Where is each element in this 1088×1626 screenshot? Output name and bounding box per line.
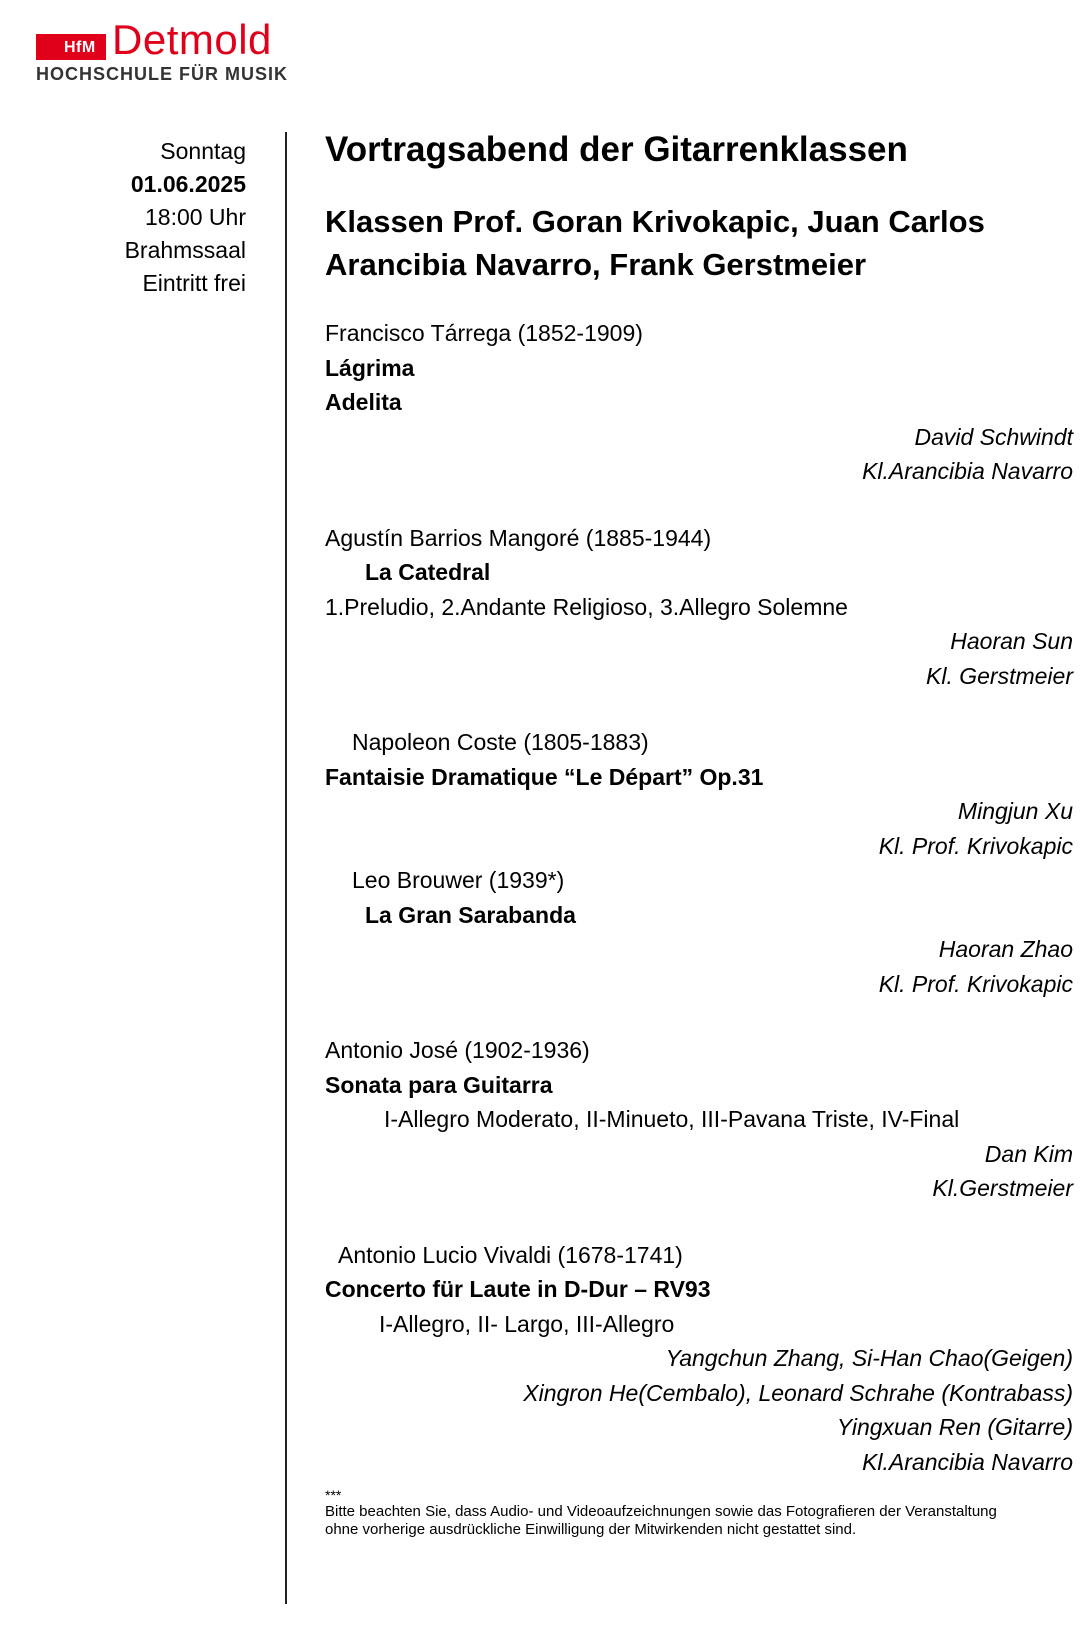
event-info: [125, 135, 246, 300]
work-title: La Catedral: [365, 559, 491, 585]
logo-name: Detmold: [112, 16, 272, 63]
work-title: Lágrima: [325, 354, 415, 381]
movements: 1.Preludio, 2.Andante Religioso, 3.Allegro Solemne: [325, 593, 848, 620]
program-item-3: [325, 725, 1073, 863]
footer-note-line-2: ohne vorherige ausdrückliche Einwilligung der Mitwirkenden nicht gestattet sind.: [325, 1521, 857, 1538]
performer: Dan Kim: [984, 1140, 1073, 1167]
work-title: Adelita: [325, 389, 402, 415]
movements: I-Allegro Moderato, II-Minueto, III-Pavana Triste, IV-Final: [384, 1106, 960, 1132]
performer: Haoran Sun: [950, 628, 1073, 654]
program-item-4: [325, 863, 1073, 1001]
event-date: 01.06.2025: [130, 171, 246, 197]
composer: Francisco Tárrega (1852-1909): [325, 320, 643, 346]
program-content: [325, 128, 1073, 1539]
class-name: Kl.Arancibia Navarro: [862, 1448, 1073, 1475]
logo-badge-text: HfM: [64, 39, 96, 56]
class-name: Kl. Gerstmeier: [926, 662, 1073, 689]
event-time: 18:00 Uhr: [144, 204, 246, 230]
class-name: Kl.Arancibia Navarro: [862, 458, 1073, 484]
logo: [36, 16, 296, 84]
footer-separator: ***: [325, 1487, 342, 1503]
program-item-5: [325, 1033, 1073, 1206]
work-title: Fantaisie Dramatique “Le Départ” Op.31: [325, 763, 764, 790]
composer: Leo Brouwer (1939*): [352, 867, 565, 893]
program-item-6: [325, 1238, 1073, 1480]
class-name: Kl. Prof. Krivokapic: [878, 832, 1073, 859]
performer: Yangchun Zhang, Si-Han Chao(Geigen): [665, 1345, 1073, 1371]
work-title: Concerto für Laute in D-Dur – RV93: [325, 1276, 711, 1302]
performer: David Schwindt: [914, 423, 1073, 450]
divider: [285, 132, 287, 1604]
event-venue: Brahmssaal: [124, 237, 246, 263]
class-name: Kl. Prof. Krivokapic: [878, 970, 1073, 997]
performer: Yingxuan Ren (Gitarre): [836, 1414, 1073, 1440]
logo-subtitle: HOCHSCHULE FÜR MUSIK: [36, 64, 288, 84]
classes-heading: [325, 200, 1073, 286]
event-day: Sonntag: [160, 138, 246, 164]
work-title: La Gran Sarabanda: [365, 901, 576, 928]
composer: Antonio José (1902-1936): [325, 1037, 590, 1063]
composer: Agustín Barrios Mangoré (1885-1944): [325, 524, 712, 551]
composer: Napoleon Coste (1805-1883): [352, 729, 649, 755]
performer: Mingjun Xu: [957, 798, 1073, 824]
footer-note-line-1: Bitte beachten Sie, dass Audio- und Videoaufzeichnungen sowie das Fotografieren der Veranstaltung: [325, 1503, 997, 1520]
class-name: Kl.Gerstmeier: [932, 1175, 1073, 1201]
composer: Antonio Lucio Vivaldi (1678-1741): [338, 1241, 683, 1268]
performer: Xingron He(Cembalo), Leonard Schrahe (Kontrabass): [523, 1379, 1073, 1406]
movements: I-Allegro, II- Largo, III-Allegro: [379, 1310, 675, 1337]
performer: Haoran Zhao: [938, 936, 1073, 962]
work-title: Sonata para Guitarra: [325, 1071, 553, 1098]
page-title: Vortragsabend der Gitarrenklassen: [325, 130, 908, 169]
classes-line-2: Arancibia Navarro, Frank Gerstmeier: [325, 247, 867, 282]
program-item-2: [325, 521, 1073, 694]
event-admission: Eintritt frei: [142, 270, 246, 296]
classes-line-1: Klassen Prof. Goran Krivokapic, Juan Carlos: [325, 204, 985, 239]
program-item-1: [325, 316, 1073, 489]
